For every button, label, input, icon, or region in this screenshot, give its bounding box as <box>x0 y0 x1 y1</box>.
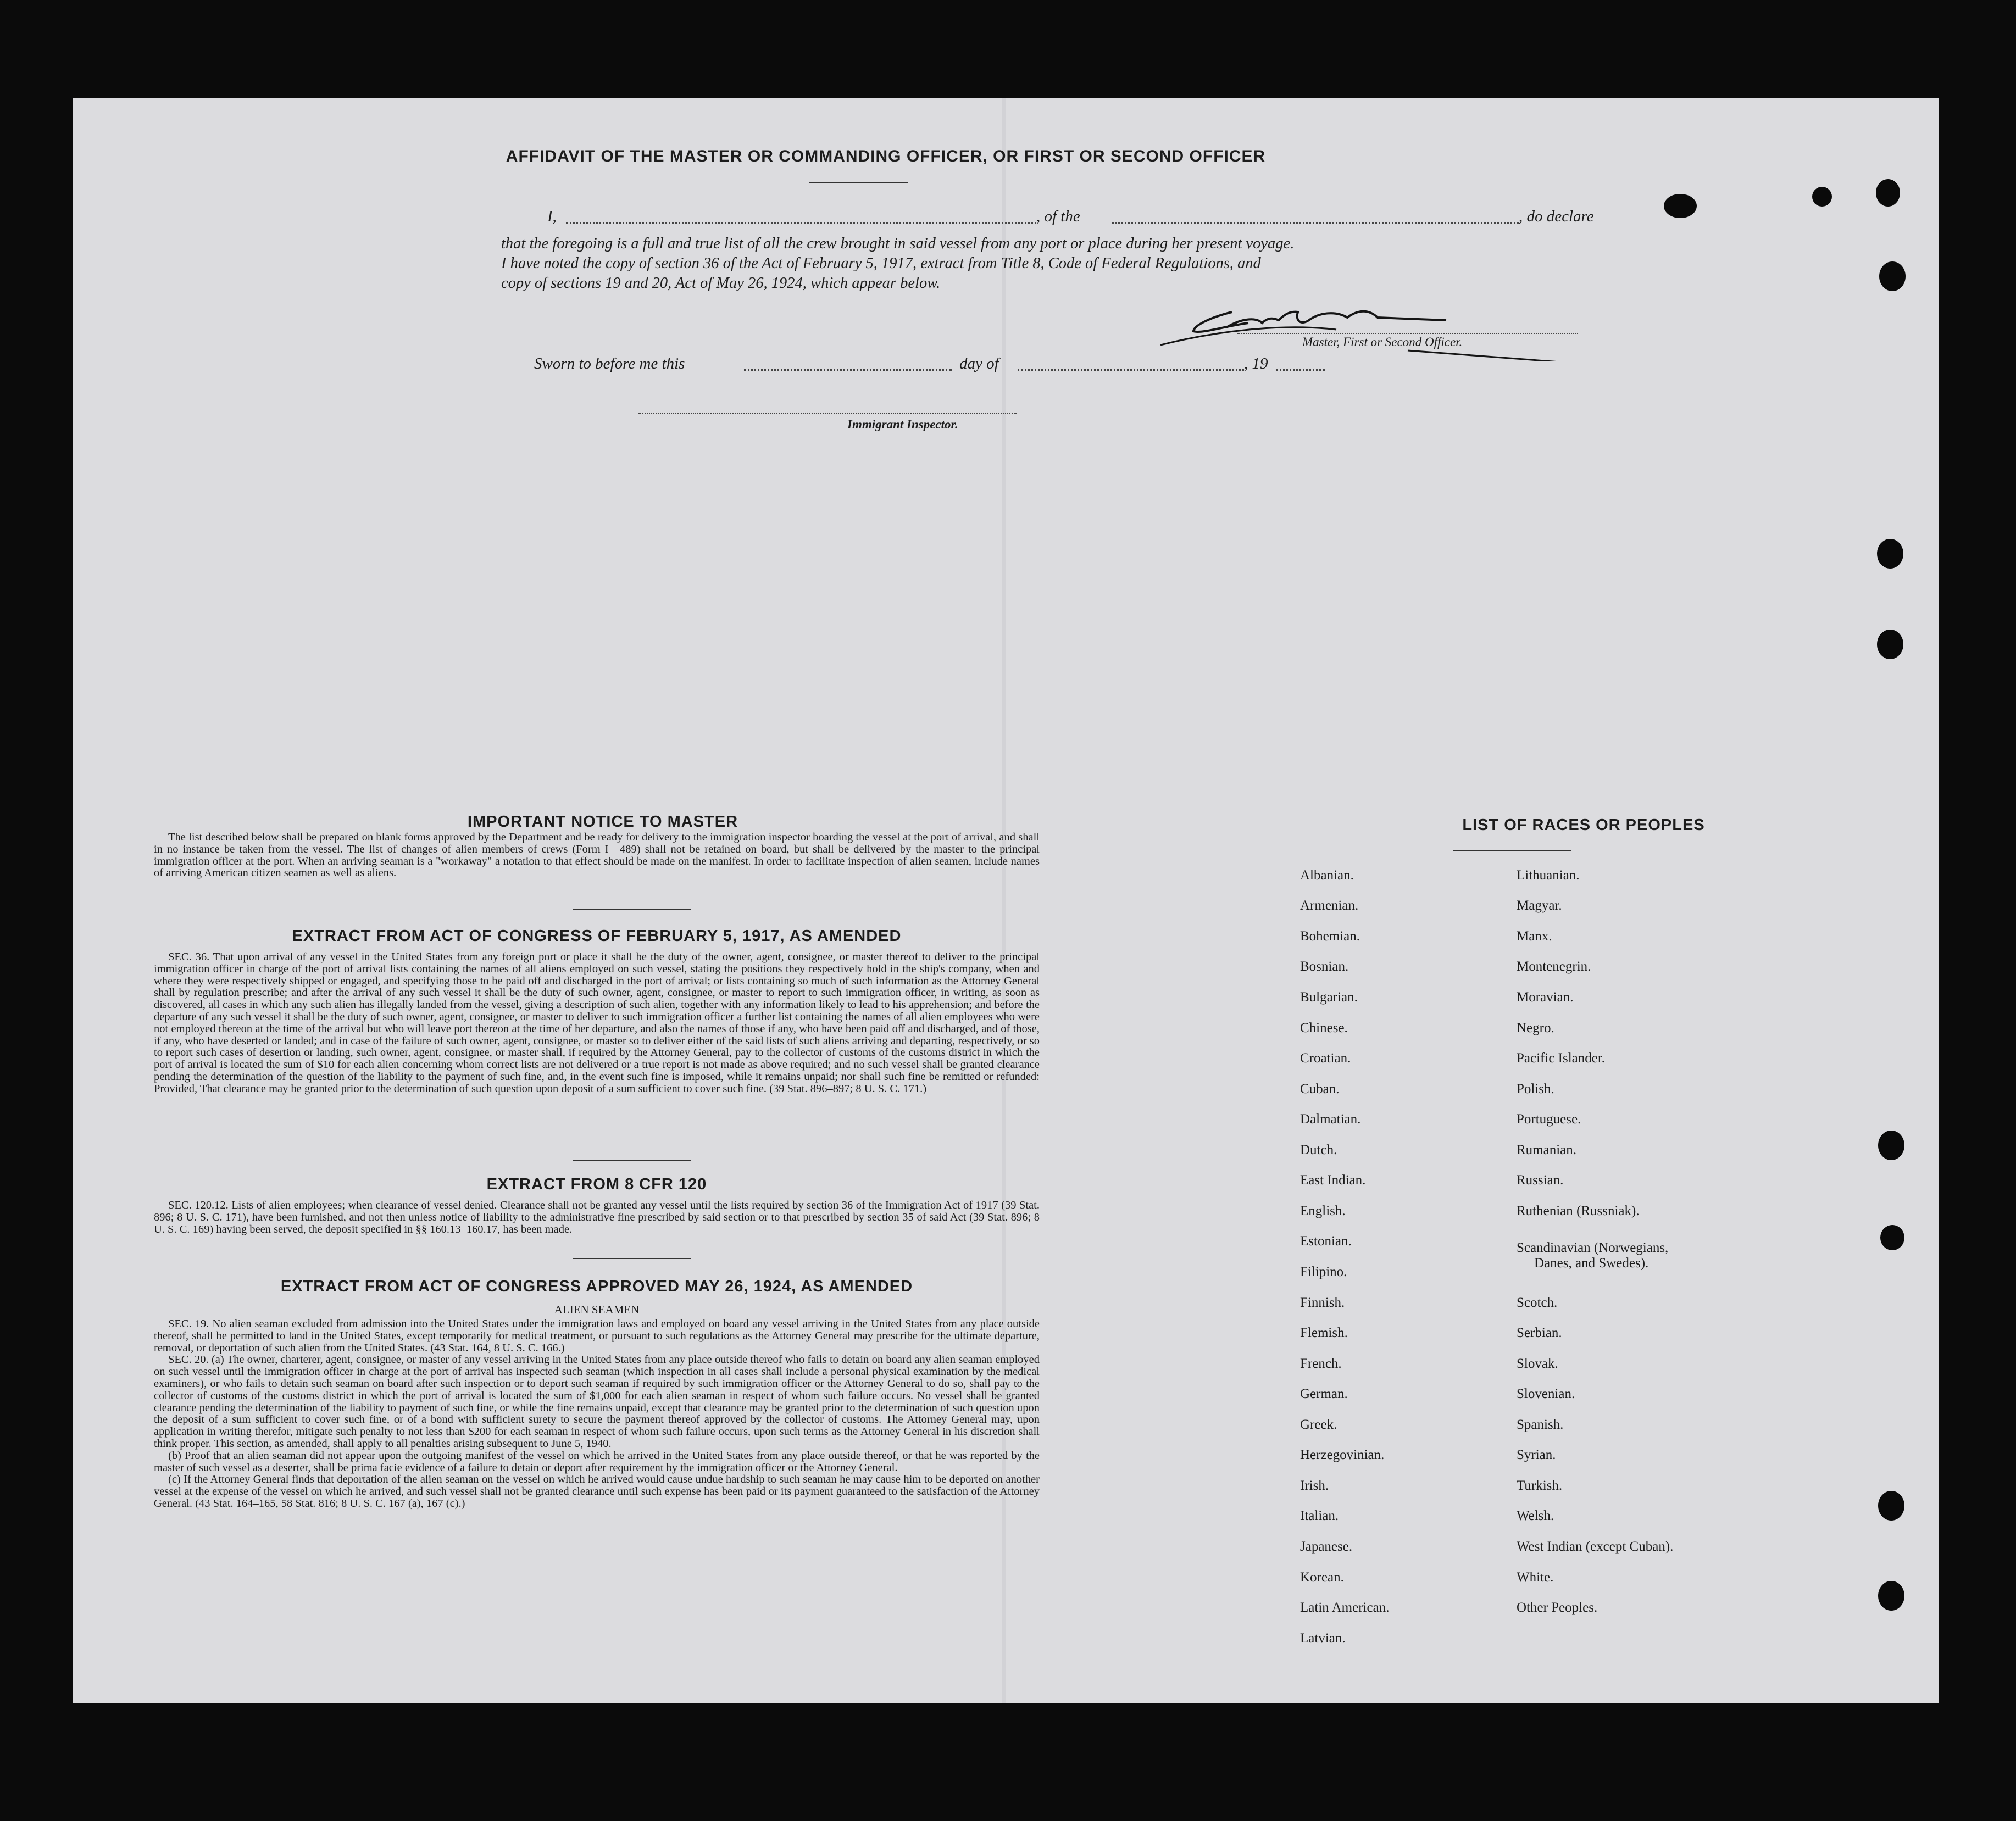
race-item: Spanish. <box>1517 1417 1564 1432</box>
race-item: Scandinavian (Norwegians, <box>1517 1240 1669 1255</box>
affidavit-do-declare: , do declare <box>1519 208 1594 225</box>
document-sheet <box>73 98 1939 1703</box>
race-item: Finnish. <box>1300 1295 1345 1310</box>
day-of-label: day of <box>959 355 999 372</box>
section-rule <box>573 909 691 910</box>
section-rule <box>573 1160 691 1161</box>
race-item: Dalmatian. <box>1300 1112 1361 1127</box>
notice-text <box>154 832 1040 879</box>
race-item: Japanese. <box>1300 1539 1353 1554</box>
year-blank <box>1276 369 1325 371</box>
race-item: Danes, and Swedes). <box>1534 1256 1649 1271</box>
race-item: German. <box>1300 1386 1348 1401</box>
race-item: Armenian. <box>1300 898 1359 913</box>
punch-hole <box>1879 261 1906 291</box>
extract-cfr-heading: EXTRACT FROM 8 CFR 120 <box>486 1176 707 1193</box>
race-item: Cuban. <box>1300 1082 1340 1096</box>
affidavit-i-label: I, <box>547 208 557 225</box>
race-item: Bulgarian. <box>1300 990 1358 1005</box>
race-item: Ruthenian (Russniak). <box>1517 1204 1640 1218</box>
notice-paragraph: The list described below shall be prepared on blank forms approved by the Department and be ready for delivery to the immigration inspector boarding the vessel at the port of arrival, and shall in no instance be taken from the vessel. The list of changes of alien members of crews (Form I—489) shall not be retained on board, but shall be delivered by the master to the principal immigration officer at the port. When an arriving seaman is a "workaway" a notation to that effect should be made on the manifest. In order to facilitate inspection of alien seamen, include names of arriving American citizen seamen as well as aliens. <box>154 831 1040 879</box>
race-item: French. <box>1300 1356 1342 1371</box>
sec-20b-paragraph: (b) Proof that an alien seaman did not appear upon the outgoing manifest of the vessel on which he arrived in the United States from any place outside thereof, or that he was reported by the master of such vessel as a deserter, shall be prima facie evidence of a failure to detain or deport after requirement by the immigration officer or the Attorney General. <box>154 1449 1040 1474</box>
sec-20c-paragraph: (c) If the Attorney General finds that deportation of the alien seaman on the vessel on which he arrived would cause undue hardship to such seaman he may cause him to be deported on another vessel at the expense of the vessel on which he arrived, and such vessel shall not be granted clearance until such expense has been paid or its payment guaranteed to the satisfaction of the Attorney General. (43 Stat. 164–165, 58 Stat. 816; 8 U. S. C. 167 (a), 167 (c).) <box>154 1473 1040 1510</box>
race-item: Filipino. <box>1300 1265 1347 1279</box>
master-label: Master, First or Second Officer. <box>1302 335 1463 349</box>
sec-19-paragraph: SEC. 19. No alien seaman excluded from admission into the United States under the immigration laws and employed on board any vessel arriving in the United States from any place outside thereof, shall be permitted to land in the United States, except temporarily for medical treatment, or pursuant to such regulations as the Attorney General may prescribe for the ultimate departure, removal, or deportation of such alien from the United States. (43 Stat. 164, 8 U. S. C. 166.) <box>154 1318 1040 1354</box>
race-item: Greek. <box>1300 1417 1337 1432</box>
race-item: Latin American. <box>1300 1600 1390 1615</box>
extract-1924-text <box>154 1318 1040 1510</box>
race-item: Italian. <box>1300 1508 1339 1523</box>
affidavit-line-3: copy of sections 19 and 20, Act of May 26, 1924, which appear below. <box>501 275 941 292</box>
sec-36-paragraph: SEC. 36. That upon arrival of any vessel in the United States from any foreign port or place it shall be the duty of the owner, agent, consignee, or master thereof to deliver to the principal immigration officer in charge of the port of arrival lists containing the names of all aliens employed on such vessel, stating the positions they respectively hold in the ship's company, when and where they were respectively shipped or engaged, and specifying those to be paid off and discharged in the port of arrival; or lists containing so much of such information as the Attorney General shall by regulation prescribe; and after the arrival of any such vessel it shall be the duty of such owner, agent, consignee, or master to report to such immigration officer, in writing, as soon as discovered, all cases in which any such alien has illegally landed from the vessel, giving a description of such alien, together with any information likely to lead to his apprehension; and before the departure of any such vessel it shall be the duty of such owner, agent, consignee, or master to deliver to such immigration officer a further list containing the names of all alien employees who were not employed thereon at the time of the arrival but who will leave port thereon at the time of her departure, and also the names of those if any, who have been paid off and discharged, and of those, if any, who have deserted or landed; and in case of the failure of such owner, agent, consignee, or master so to deliver either of the said lists of such aliens arriving and departing, respectively, or so to report such cases of desertion or landing, such owner, agent, consignee, or master shall, if required by the Attorney General, pay to the collector of customs of the customs district in which the port of arrival is located the sum of $10 for each alien concerning whom correct lists are not delivered or a true report is not made as above required; and no such vessel shall be granted clearance pending the determination of the question of the liability to the payment of such fine, and, in the event such fine is imposed, while it remains unpaid; nor shall such fine be remitted or refunded: Provided, That clearance may be granted prior to the determination of such question upon deposit of a sum sufficient to cover such fine. (39 Stat. 896–897; 8 U. S. C. 171.) <box>154 951 1040 1095</box>
race-item: Portuguese. <box>1517 1112 1581 1127</box>
race-item: Dutch. <box>1300 1143 1337 1157</box>
affidavit-of-the: , of the <box>1036 208 1080 225</box>
race-item: English. <box>1300 1204 1346 1218</box>
punch-hole <box>1877 539 1903 569</box>
extract-1917-text <box>154 951 1040 1095</box>
race-item: Rumanian. <box>1517 1143 1577 1157</box>
sec-20a-paragraph: SEC. 20. (a) The owner, charterer, agent, consignee, or master of any vessel arriving in the United States from any place outside thereof who fails to detain on board any alien seaman employed on such vessel until the immigration officer in charge at the port of arrival has inspected such seaman (which inspection in all cases shall include a personal physical examination by the medical examiners), or who fails to detain such seaman on board after such inspection or to deport such seaman if required by such immigration officer or the Attorney General to do so, shall pay to the collector of customs of the customs district in which the port of arrival is located the sum of $1,000 for each alien seaman in respect of whom such failure occurs. No vessel shall be granted clearance pending the determination of the liability to payment of such fine, or while the fine remains unpaid, except that clearance may be granted prior to the determination of such question upon the deposit of a sum sufficient to cover such fine, or of a bond with sufficient surety to secure the payment thereof approved by the collector of customs. The Attorney General may, upon application in writing therefor, mitigate such penalty to not less than $200 for each seaman in respect of whom such failure occurs, upon such terms as the Attorney General in his discretion shall think proper. This section, as amended, shall apply to all penalties arising subsequent to June 5, 1940. <box>154 1354 1040 1450</box>
race-item: Magyar. <box>1517 898 1562 913</box>
punch-hole <box>1878 1491 1904 1521</box>
race-item: Welsh. <box>1517 1508 1554 1523</box>
extract-1924-heading: EXTRACT FROM ACT OF CONGRESS APPROVED MAY 26, 1924, AS AMENDED <box>280 1278 913 1295</box>
race-item: Slovak. <box>1517 1356 1558 1371</box>
race-item: Lithuanian. <box>1517 868 1580 883</box>
race-item: Flemish. <box>1300 1326 1348 1340</box>
race-item: West Indian (except Cuban). <box>1517 1539 1674 1554</box>
races-heading: LIST OF RACES OR PEOPLES <box>1462 816 1705 834</box>
punch-hole <box>1812 187 1832 207</box>
races-rule <box>1453 850 1571 851</box>
race-item: Chinese. <box>1300 1021 1348 1035</box>
race-item: Scotch. <box>1517 1295 1558 1310</box>
sec-120-12-paragraph: SEC. 120.12. Lists of alien employees; when clearance of vessel denied. Clearance shall not be granted any vessel until the lists required by section 36 of the Immigration Act of 1917 (39 Stat. 896; 8 U. S. C. 171), have been furnished, and not then unless notice of liability to the administrative fine prescribed by said section or to that prescribed by section 35 of said Act (39 Stat. 896; 8 U. S. C. 169) having been served, the deposit specified in §§ 160.13–160.17, has been made. <box>154 1199 1040 1235</box>
year-label: , 19 <box>1244 355 1268 372</box>
race-item: Manx. <box>1517 929 1552 944</box>
extract-cfr-text <box>154 1200 1040 1235</box>
sworn-label: Sworn to before me this <box>534 355 685 372</box>
heading-rule <box>809 182 908 183</box>
name-blank <box>566 222 1036 224</box>
punch-hole <box>1664 194 1697 218</box>
extract-1917-heading: EXTRACT FROM ACT OF CONGRESS OF FEBRUARY 5, 1917, AS AMENDED <box>292 927 902 945</box>
punch-hole <box>1878 1131 1904 1160</box>
race-item: Korean. <box>1300 1570 1344 1585</box>
race-item: Albanian. <box>1300 868 1354 883</box>
day-blank <box>744 369 952 371</box>
race-item: Slovenian. <box>1517 1386 1575 1401</box>
race-item: Pacific Islander. <box>1517 1051 1606 1066</box>
alien-seamen-subheading: ALIEN SEAMEN <box>554 1303 640 1316</box>
inspector-blank <box>638 413 1017 414</box>
race-item: White. <box>1517 1570 1554 1585</box>
race-item: Herzegovinian. <box>1300 1447 1385 1462</box>
race-item: Bohemian. <box>1300 929 1360 944</box>
race-item: Latvian. <box>1300 1631 1346 1646</box>
race-item: Moravian. <box>1517 990 1574 1005</box>
affidavit-line-2: I have noted the copy of section 36 of the Act of February 5, 1917, extract from Title 8, Code of Federal Regulations, and <box>501 255 1261 272</box>
race-item: Syrian. <box>1517 1447 1556 1462</box>
race-item: Negro. <box>1517 1021 1554 1035</box>
vessel-blank <box>1112 222 1519 224</box>
race-item: Polish. <box>1517 1082 1554 1096</box>
punch-hole <box>1878 1581 1904 1611</box>
race-item: Estonian. <box>1300 1234 1352 1249</box>
race-item: Serbian. <box>1517 1326 1562 1340</box>
affidavit-line-1: that the foregoing is a full and true list of all the crew brought in said vessel from any port or place during her present voyage. <box>501 235 1295 252</box>
race-item: Other Peoples. <box>1517 1600 1598 1615</box>
race-item: Croatian. <box>1300 1051 1351 1066</box>
inspector-label: Immigrant Inspector. <box>847 417 958 431</box>
month-blank <box>1018 369 1244 371</box>
section-rule <box>573 1258 691 1259</box>
punch-hole <box>1876 179 1900 207</box>
race-item: Russian. <box>1517 1173 1564 1188</box>
race-item: Montenegrin. <box>1517 959 1591 974</box>
master-signature <box>1160 301 1567 361</box>
affidavit-heading: AFFIDAVIT OF THE MASTER OR COMMANDING OFFICER, OR FIRST OR SECOND OFFICER <box>506 147 1266 165</box>
punch-hole <box>1880 1225 1904 1250</box>
notice-heading: IMPORTANT NOTICE TO MASTER <box>467 813 738 831</box>
race-item: Bosnian. <box>1300 959 1349 974</box>
race-item: Turkish. <box>1517 1478 1563 1493</box>
signature-blank <box>1237 333 1578 334</box>
race-item: East Indian. <box>1300 1173 1366 1188</box>
race-item: Irish. <box>1300 1478 1329 1493</box>
punch-hole <box>1877 630 1903 659</box>
